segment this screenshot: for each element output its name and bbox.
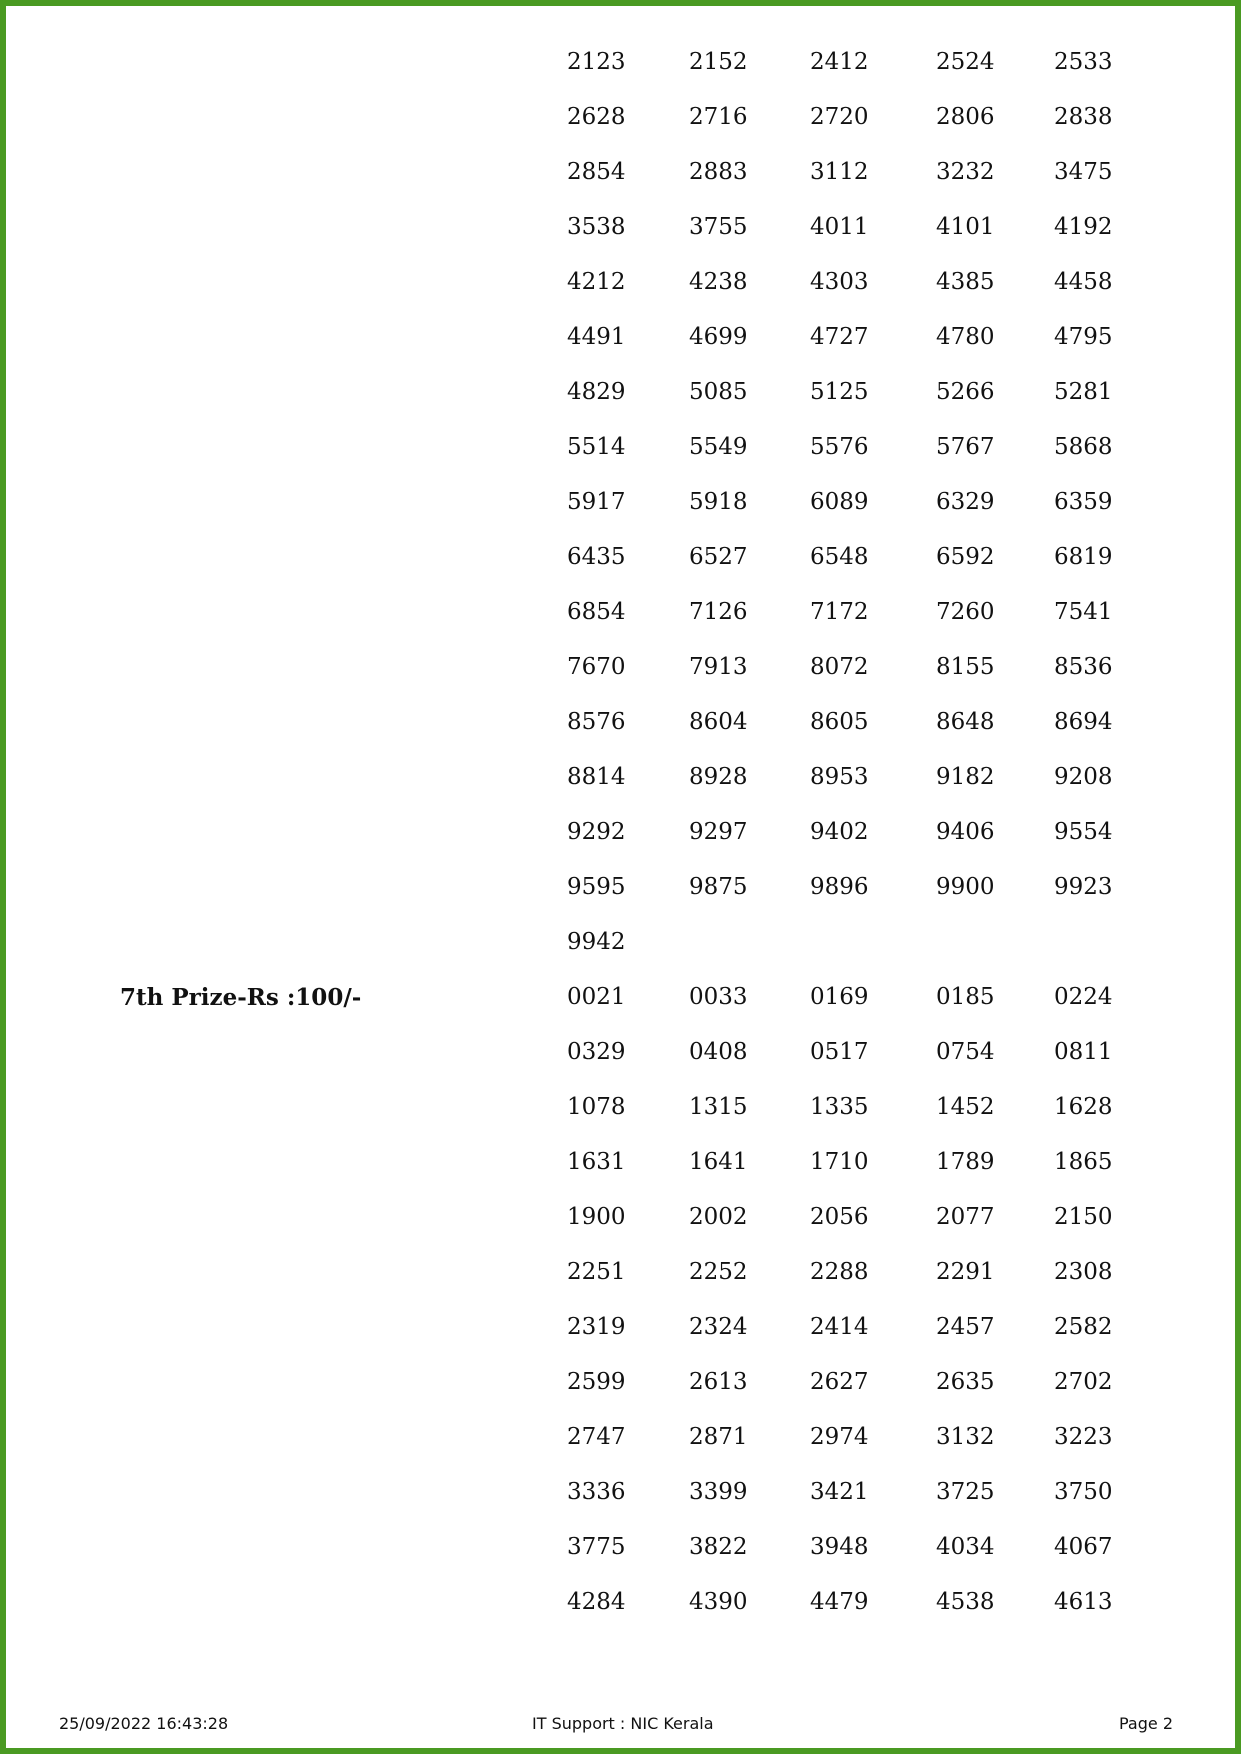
ticket-number: 2414 [810, 1314, 869, 1340]
number-row [0, 805, 1241, 860]
ticket-number: 9406 [936, 819, 995, 845]
ticket-number: 2002 [689, 1204, 748, 1230]
ticket-number: 7670 [567, 654, 626, 680]
number-row [0, 255, 1241, 310]
ticket-number: 4479 [810, 1589, 869, 1615]
ticket-number: 4303 [810, 269, 869, 295]
ticket-number: 1900 [567, 1204, 626, 1230]
ticket-number: 2077 [936, 1204, 995, 1230]
ticket-number: 8928 [689, 764, 748, 790]
ticket-number: 3336 [567, 1479, 626, 1505]
ticket-number: 4238 [689, 269, 748, 295]
ticket-number: 5266 [936, 379, 995, 405]
number-row [0, 145, 1241, 200]
footer-support: IT Support : NIC Kerala [532, 1714, 714, 1733]
ticket-number: 4699 [689, 324, 748, 350]
ticket-number: 3725 [936, 1479, 995, 1505]
number-row [0, 585, 1241, 640]
ticket-number: 2252 [689, 1259, 748, 1285]
ticket-number: 1452 [936, 1094, 995, 1120]
ticket-number: 9182 [936, 764, 995, 790]
ticket-number: 0021 [567, 984, 626, 1010]
ticket-number: 2152 [689, 49, 748, 75]
ticket-number: 2854 [567, 159, 626, 185]
ticket-number: 0169 [810, 984, 869, 1010]
ticket-number: 2582 [1054, 1314, 1113, 1340]
ticket-number: 4727 [810, 324, 869, 350]
ticket-number: 1335 [810, 1094, 869, 1120]
ticket-number: 2747 [567, 1424, 626, 1450]
ticket-number: 3822 [689, 1534, 748, 1560]
ticket-number: 6548 [810, 544, 869, 570]
ticket-number: 9896 [810, 874, 869, 900]
number-row [0, 1465, 1241, 1520]
ticket-number: 9942 [567, 929, 626, 955]
footer-timestamp: 25/09/2022 16:43:28 [59, 1714, 229, 1733]
number-row [0, 750, 1241, 805]
ticket-number: 9292 [567, 819, 626, 845]
number-row [0, 1410, 1241, 1465]
ticket-number: 1078 [567, 1094, 626, 1120]
ticket-number: 4101 [936, 214, 995, 240]
ticket-number: 2308 [1054, 1259, 1113, 1285]
number-row [0, 860, 1241, 915]
ticket-number: 7913 [689, 654, 748, 680]
ticket-number: 9297 [689, 819, 748, 845]
number-row [0, 640, 1241, 695]
ticket-number: 1865 [1054, 1149, 1113, 1175]
ticket-number: 6435 [567, 544, 626, 570]
ticket-number: 2056 [810, 1204, 869, 1230]
ticket-number: 7260 [936, 599, 995, 625]
ticket-number: 1710 [810, 1149, 869, 1175]
ticket-number: 2974 [810, 1424, 869, 1450]
ticket-number: 1315 [689, 1094, 748, 1120]
ticket-number: 9595 [567, 874, 626, 900]
footer-page-number: Page 2 [1119, 1714, 1173, 1733]
ticket-number: 5767 [936, 434, 995, 460]
ticket-number: 4385 [936, 269, 995, 295]
ticket-number: 2457 [936, 1314, 995, 1340]
ticket-number: 1628 [1054, 1094, 1113, 1120]
ticket-number: 6854 [567, 599, 626, 625]
ticket-number: 3421 [810, 1479, 869, 1505]
ticket-number: 7126 [689, 599, 748, 625]
ticket-number: 4390 [689, 1589, 748, 1615]
ticket-number: 4067 [1054, 1534, 1113, 1560]
ticket-number: 4613 [1054, 1589, 1113, 1615]
ticket-number: 5514 [567, 434, 626, 460]
ticket-number: 2838 [1054, 104, 1113, 130]
ticket-number: 2123 [567, 49, 626, 75]
ticket-number: 5085 [689, 379, 748, 405]
number-row [0, 35, 1241, 90]
ticket-number: 3948 [810, 1534, 869, 1560]
ticket-number: 8072 [810, 654, 869, 680]
ticket-number: 1641 [689, 1149, 748, 1175]
ticket-number: 5125 [810, 379, 869, 405]
number-row [0, 1245, 1241, 1300]
ticket-number: 8814 [567, 764, 626, 790]
ticket-number: 5576 [810, 434, 869, 460]
ticket-number: 4780 [936, 324, 995, 350]
ticket-number: 3399 [689, 1479, 748, 1505]
ticket-number: 3475 [1054, 159, 1113, 185]
ticket-number: 4011 [810, 214, 869, 240]
number-row [0, 420, 1241, 475]
ticket-number: 4538 [936, 1589, 995, 1615]
ticket-number: 2291 [936, 1259, 995, 1285]
ticket-number: 6089 [810, 489, 869, 515]
ticket-number: 0185 [936, 984, 995, 1010]
ticket-number: 4212 [567, 269, 626, 295]
ticket-number: 1789 [936, 1149, 995, 1175]
number-row [0, 475, 1241, 530]
ticket-number: 1631 [567, 1149, 626, 1175]
number-row [0, 1025, 1241, 1080]
number-row [0, 915, 1241, 970]
ticket-number: 5918 [689, 489, 748, 515]
number-row [0, 200, 1241, 255]
ticket-number: 2288 [810, 1259, 869, 1285]
ticket-number: 4034 [936, 1534, 995, 1560]
ticket-number: 6819 [1054, 544, 1113, 570]
ticket-number: 9554 [1054, 819, 1113, 845]
ticket-number: 6359 [1054, 489, 1113, 515]
ticket-number: 3750 [1054, 1479, 1113, 1505]
ticket-number: 4795 [1054, 324, 1113, 350]
ticket-number: 4284 [567, 1589, 626, 1615]
ticket-number: 2716 [689, 104, 748, 130]
ticket-number: 8155 [936, 654, 995, 680]
ticket-number: 0408 [689, 1039, 748, 1065]
ticket-number: 7172 [810, 599, 869, 625]
ticket-number: 2883 [689, 159, 748, 185]
ticket-number: 2412 [810, 49, 869, 75]
ticket-number: 2599 [567, 1369, 626, 1395]
number-row [0, 1520, 1241, 1575]
ticket-number: 0811 [1054, 1039, 1113, 1065]
ticket-number: 6592 [936, 544, 995, 570]
ticket-number: 5281 [1054, 379, 1113, 405]
number-row [0, 310, 1241, 365]
number-row [0, 1300, 1241, 1355]
ticket-number: 8694 [1054, 709, 1113, 735]
ticket-number: 2702 [1054, 1369, 1113, 1395]
ticket-number: 5917 [567, 489, 626, 515]
ticket-number: 8604 [689, 709, 748, 735]
ticket-number: 3232 [936, 159, 995, 185]
number-row [0, 1355, 1241, 1410]
ticket-number: 3775 [567, 1534, 626, 1560]
ticket-number: 2635 [936, 1369, 995, 1395]
ticket-number: 0033 [689, 984, 748, 1010]
ticket-number: 4829 [567, 379, 626, 405]
ticket-number: 6329 [936, 489, 995, 515]
number-row [0, 695, 1241, 750]
ticket-number: 5549 [689, 434, 748, 460]
ticket-number: 7541 [1054, 599, 1113, 625]
ticket-number: 8605 [810, 709, 869, 735]
ticket-number: 0224 [1054, 984, 1113, 1010]
ticket-number: 0517 [810, 1039, 869, 1065]
ticket-number: 0329 [567, 1039, 626, 1065]
ticket-number: 6527 [689, 544, 748, 570]
prize-title: 7th Prize-Rs :100/- [120, 984, 362, 1011]
ticket-number: 2628 [567, 104, 626, 130]
ticket-number: 8648 [936, 709, 995, 735]
ticket-number: 2324 [689, 1314, 748, 1340]
ticket-number: 3132 [936, 1424, 995, 1450]
ticket-number: 2806 [936, 104, 995, 130]
number-row [0, 970, 1241, 1025]
ticket-number: 4491 [567, 324, 626, 350]
ticket-number: 2319 [567, 1314, 626, 1340]
ticket-number: 2871 [689, 1424, 748, 1450]
ticket-number: 2524 [936, 49, 995, 75]
number-row [0, 1190, 1241, 1245]
ticket-number: 8576 [567, 709, 626, 735]
number-row [0, 365, 1241, 420]
ticket-number: 2251 [567, 1259, 626, 1285]
ticket-number: 9208 [1054, 764, 1113, 790]
ticket-number: 2613 [689, 1369, 748, 1395]
ticket-number: 9402 [810, 819, 869, 845]
number-row [0, 530, 1241, 585]
ticket-number: 8536 [1054, 654, 1113, 680]
ticket-number: 3223 [1054, 1424, 1113, 1450]
ticket-number: 0754 [936, 1039, 995, 1065]
number-row [0, 1080, 1241, 1135]
ticket-number: 2720 [810, 104, 869, 130]
ticket-number: 3755 [689, 214, 748, 240]
ticket-number: 9923 [1054, 874, 1113, 900]
number-row [0, 1135, 1241, 1190]
number-row [0, 90, 1241, 145]
ticket-number: 4458 [1054, 269, 1113, 295]
ticket-number: 9875 [689, 874, 748, 900]
ticket-number: 3538 [567, 214, 626, 240]
ticket-number: 9900 [936, 874, 995, 900]
ticket-number: 2627 [810, 1369, 869, 1395]
number-row [0, 1575, 1241, 1630]
ticket-number: 8953 [810, 764, 869, 790]
ticket-number: 2150 [1054, 1204, 1113, 1230]
ticket-number: 4192 [1054, 214, 1113, 240]
ticket-number: 3112 [810, 159, 869, 185]
ticket-number: 5868 [1054, 434, 1113, 460]
ticket-number: 2533 [1054, 49, 1113, 75]
